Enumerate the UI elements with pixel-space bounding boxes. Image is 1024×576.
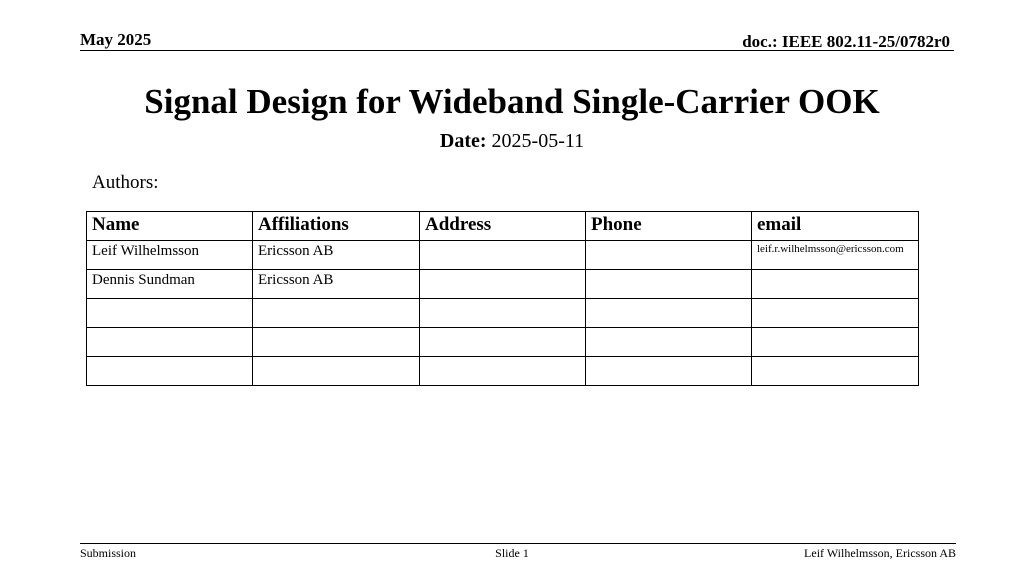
cell-phone [586, 241, 752, 270]
footer-submission: Submission [80, 546, 137, 560]
cell-affiliation: Ericsson AB [253, 241, 420, 270]
date-label: Date: [439, 130, 487, 152]
cell-name [87, 299, 253, 328]
header-date: May 2025 [80, 30, 152, 49]
cell-email [752, 357, 919, 386]
cell-address [420, 328, 586, 357]
header-name: Name [87, 212, 253, 241]
cell-affiliation [253, 328, 420, 357]
footer-divider [80, 543, 956, 544]
cell-address [420, 357, 586, 386]
table-row [87, 299, 919, 328]
cell-name: Leif Wilhelmsson [87, 241, 253, 270]
table-row [87, 328, 919, 357]
cell-name [87, 357, 253, 386]
footer-author: Leif Wilhelmsson, Ericsson AB [804, 546, 956, 560]
header-address: Address [420, 212, 586, 241]
cell-affiliation: Ericsson AB [253, 270, 420, 299]
header-divider [80, 50, 954, 51]
cell-phone [586, 357, 752, 386]
date-line [0, 130, 1024, 153]
cell-name: Dennis Sundman [87, 270, 253, 299]
slide-title: Signal Design for Wideband Single-Carrier OOK [144, 82, 880, 121]
cell-phone [586, 299, 752, 328]
cell-phone [586, 270, 752, 299]
header-email: email [752, 212, 919, 241]
cell-name [87, 328, 253, 357]
footer-slide-number: Slide 1 [495, 546, 529, 560]
table-row [87, 357, 919, 386]
cell-phone [586, 328, 752, 357]
cell-address [420, 299, 586, 328]
cell-email [752, 328, 919, 357]
table-row [87, 270, 919, 299]
table-row [87, 241, 919, 270]
authors-table [86, 211, 919, 386]
cell-email: leif.r.wilhelmsson@ericsson.com [752, 241, 919, 270]
authors-label: Authors: [92, 172, 159, 193]
date-value: 2025-05-11 [491, 130, 585, 152]
cell-address [420, 241, 586, 270]
header-doc-id: doc.: IEEE 802.11-25/0782r0 [742, 32, 950, 51]
cell-email [752, 299, 919, 328]
cell-affiliation [253, 299, 420, 328]
header-phone: Phone [586, 212, 752, 241]
cell-email [752, 270, 919, 299]
header-affiliations: Affiliations [253, 212, 420, 241]
cell-affiliation [253, 357, 420, 386]
cell-address [420, 270, 586, 299]
table-header-row [87, 212, 919, 241]
